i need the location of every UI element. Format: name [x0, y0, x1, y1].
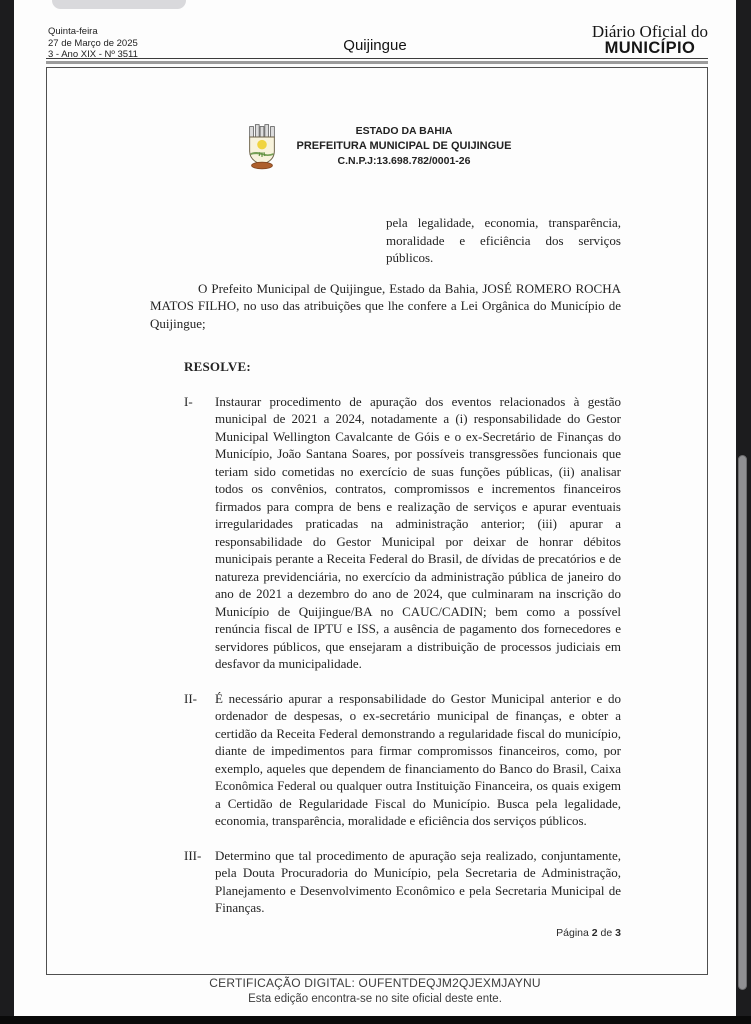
official-site-note: Esta edição encontra-se no site oficial deste ente.: [248, 993, 502, 1005]
viewer-bottom-bar: [0, 1016, 751, 1024]
decree-body: [150, 214, 621, 942]
scrollbar-track[interactable]: [736, 0, 751, 1016]
item-numeral: III-: [184, 847, 202, 863]
resolution-item: [150, 690, 621, 830]
masthead-bottom-line: MUNICÍPIO: [604, 39, 696, 57]
masthead-logo: [592, 23, 708, 57]
edition-number-label: 3 - Ano XIX - Nº 3511: [48, 49, 138, 60]
page-number-label: Página: [556, 926, 589, 939]
collapsed-toolbar-tab[interactable]: [52, 0, 186, 9]
org-cnpj-line: C.N.P.J:13.698.782/0001-26: [337, 155, 471, 167]
header-divider-rule: [46, 58, 708, 64]
municipality-title: Quijingue: [343, 37, 407, 54]
gazette-page: [14, 0, 736, 1016]
item-text: É necessário apurar a responsabilidade do Gestor Municipal anterior e do ordenador de despesas, o ex-secretário municipal de finanças, e obter a certidão da Receita Federal demonstrando a regularidade fiscal do município, diante de impedimentos para firmar compromissos financeiros, como, por exemplo, aqueles que dependem de financiamento do Banco do Brasil, Caixa Econômica Federal ou qualquer outra Instituição Financeira, os quais exigem a Certidão de Regularidade Fiscal do Município. Busca pela legalidade, economia, transparência, moralidade e eficiência dos serviços públicos.: [215, 690, 621, 828]
page-number-current: 2: [591, 926, 598, 939]
masthead-top-line: Diário Oficial do: [591, 22, 708, 41]
intro-paragraph: O Prefeito Municipal de Quijingue, Estado da Bahia, JOSÉ ROMERO ROCHA MATOS FILHO, no uso das atribuições que lhe confere a Lei Orgânica do Município de Quijingue;: [150, 280, 621, 331]
page-number-total: 3: [615, 926, 621, 939]
org-identification: [297, 124, 512, 169]
citation-paragraph: pela legalidade, economia, transparência, moralidade e eficiência dos serviços públicos.: [386, 215, 621, 265]
org-name-line: PREFEITURA MUNICIPAL DE QUIJINGUE: [296, 140, 512, 152]
page-number: [150, 925, 621, 943]
item-text: Determino que tal procedimento de apuração seja realizado, conjuntamente, pela Douta Procuradoria do Município, pela Secretaria de Administração, Planejamento e Desenvolvimento Econômico e pela Secretaria Municipal de Finanças.: [215, 847, 621, 915]
item-numeral: I-: [184, 393, 193, 409]
org-state-line: ESTADO DA BAHIA: [355, 125, 453, 137]
coat-of-arms-icon: [243, 123, 281, 170]
weekday-label: Quinta-feira: [48, 26, 98, 37]
page-number-separator: de: [600, 926, 613, 939]
scrollbar-thumb[interactable]: [738, 455, 747, 990]
resolution-item: [150, 847, 621, 917]
resolution-item: [150, 393, 621, 673]
date-label: 27 de Março de 2025: [48, 37, 138, 49]
letterhead: [47, 123, 707, 170]
certification-footer: [14, 976, 736, 1005]
item-text: Instaurar procedimento de apuração dos eventos relacionados à gestão municipal de 2021 a 2024, notadamente a (i) responsabilidade do Gestor Municipal Wellington Cavalcante de Góis e o ex-Secretário de Finanças do Município, João Santana Soares, por possíveis transgressões funcionais que teriam sido cometidas no exercício de suas funções públicas, (ii) analisar todos os convênios, contratos, compromissos e incrementos financeiros firmados para compra de bens e realização de serviços e apurar eventuais irregularidades praticadas na administração anterior; (iii) apurar a responsabilidade do Gestor Municipal por deixar de honrar débitos municipais perante a Receita Federal do Brasil, de dívidas de precatórios e de natureza previdenciária, no exercício da administração pública de janeiro do ano de 2021 a dezembro do ano de 2024, que culminaram na inscrição do Município de Quijingue/BA no CAUC/CADIN; bem como a possível renúncia fiscal de IPTU e ISS, a ausência de pagamento dos fornecedores e servidores públicos, que ensejaram a distribuição de processos judiciais em desfavor da municipalidade.: [215, 393, 621, 671]
resolve-heading: RESOLVE:: [184, 359, 251, 374]
document-frame: [46, 67, 708, 975]
item-numeral: II-: [184, 690, 197, 706]
digital-certification-line: CERTIFICAÇÃO DIGITAL: OUFENTDEQJM2QJEXMJAYNU: [209, 976, 541, 990]
